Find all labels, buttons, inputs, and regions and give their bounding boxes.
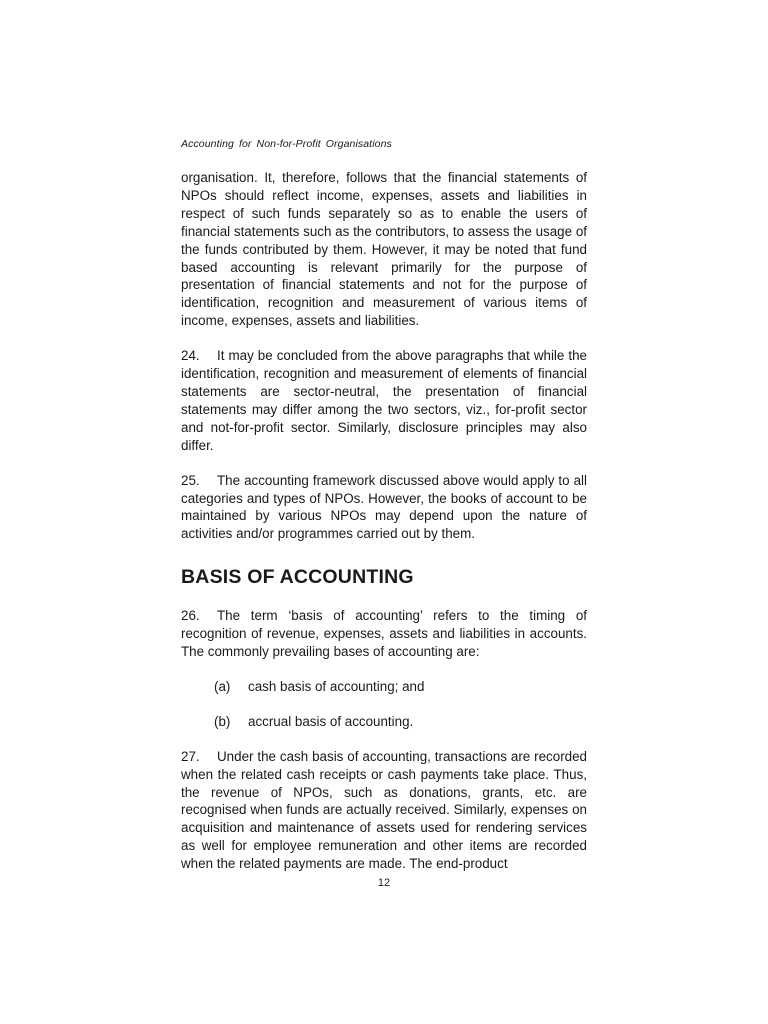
paragraph-number: 26.	[181, 608, 200, 624]
paragraph-number: 27.	[181, 748, 200, 764]
list-marker: (a)	[214, 678, 231, 694]
paragraph-text: Under the cash basis of accounting, transactions are recorded when the related cash receipts or cash payments take place. Thus, the revenue of NPOs, such as donations, grants, etc. are recognised when funds are actually received. Similarly, expenses on acquisition and maintenance of assets used for rendering services as well for employee remuneration and other items are recorded when the related payments are made. The end-product	[181, 748, 587, 872]
paragraph-25	[181, 472, 587, 544]
section-heading: BASIS OF ACCOUNTING	[181, 566, 414, 589]
paragraph-intro: organisation. It, therefore, follows that the financial statements of NPOs should reflect income, expenses, assets and liabilities in respect of such funds separately so as to enable the users of financial statements such as the contributors, to assess the usage of the funds contributed by them. However, it may be noted that fund based accounting is relevant primarily for the purpose of presentation of financial statements and not for the purpose of identification, recognition and measurement of various items of income, expenses, assets and liabilities.	[181, 170, 587, 329]
list-item	[214, 678, 587, 696]
list-item-text: cash basis of accounting; and	[248, 678, 425, 694]
paragraph-26	[181, 607, 587, 661]
paragraph-27	[181, 748, 587, 873]
paragraph-text: The accounting framework discussed above would apply to all categories and types of NPOs. However, the books of account to be maintained by various NPOs may depend upon the nature of activities and/or programmes carried out by them.	[181, 472, 587, 542]
bases-list	[181, 678, 587, 731]
page-number: 12	[377, 877, 391, 889]
paragraph-24	[181, 347, 587, 454]
list-item-text: accrual basis of accounting.	[248, 713, 414, 729]
paragraph-text: It may be concluded from the above paragraphs that while the identification, recognition and measurement of elements of financial statements are sector-neutral, the presentation of financial statements may differ among the two sectors, viz., for-profit sector and not-for-profit sector. Similarly, disclosure principles may also differ.	[181, 348, 587, 453]
running-header: Accounting for Non-for-Profit Organisations	[181, 138, 392, 150]
paragraph-text: The term ‘basis of accounting’ refers to the timing of recognition of revenue, expenses, assets and liabilities in accounts. The commonly prevailing bases of accounting are:	[181, 608, 587, 660]
paragraph-number: 25.	[181, 472, 200, 488]
list-item	[214, 713, 587, 731]
paragraph-number: 24.	[181, 348, 200, 364]
document-page	[181, 136, 587, 890]
list-marker: (b)	[214, 713, 231, 729]
